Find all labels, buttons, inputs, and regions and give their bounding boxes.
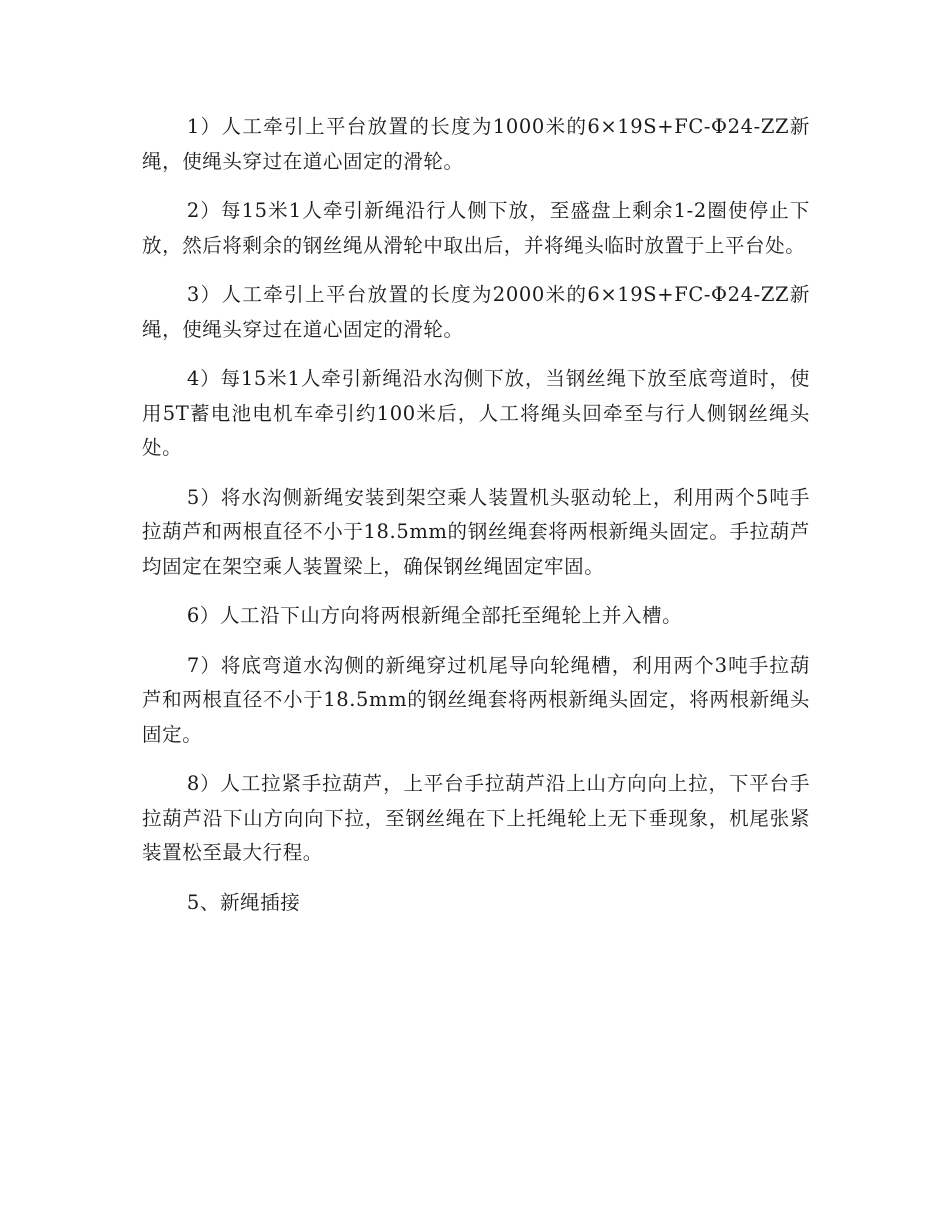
document-body — [142, 110, 810, 935]
paragraph-step-6: 6）人工沿下山方向将两根新绳全部托至绳轮上并入槽。 — [186, 604, 683, 627]
paragraph-step-5: 5）将水沟侧新绳安装到架空乘人装置机头驱动轮上，利用两个5吨手拉葫芦和两根直径不小于18.5mm的钢丝绳套将两根新绳头固定。手拉葫芦均固定在架空乘人装置梁上，确保钢丝绳固定牢固。 — [142, 485, 810, 578]
paragraph-step-1: 1）人工牵引上平台放置的长度为1000米的6×19S+FC-Φ24-ZZ新绳，使绳头穿过在道心固定的滑轮。 — [142, 115, 810, 173]
section-heading-new-rope-splicing: 5、新绳插接 — [186, 890, 301, 914]
paragraph-step-7: 7）将底弯道水沟侧的新绳穿过机尾导向轮绳槽，利用两个3吨手拉葫芦和两根直径不小于18.5mm的钢丝绳套将两根新绳头固定，将两根新绳头固定。 — [142, 653, 810, 746]
paragraph-step-4: 4）每15米1人牵引新绳沿水沟侧下放，当钢丝绳下放至底弯道时，使用5T蓄电池电机车牵引约100米后，人工将绳头回牵至与行人侧钢丝绳头处。 — [142, 367, 810, 459]
paragraph-step-8: 8）人工拉紧手拉葫芦，上平台手拉葫芦沿上山方向向上拉，下平台手拉葫芦沿下山方向向下拉，至钢丝绳在下上托绳轮上无下垂现象，机尾张紧装置松至最大行程。 — [142, 772, 810, 864]
paragraph-step-3: 3）人工牵引上平台放置的长度为2000米的6×19S+FC-Φ24-ZZ新绳，使绳头穿过在道心固定的滑轮。 — [142, 283, 810, 341]
paragraph-step-2: 2）每15米1人牵引新绳沿行人侧下放，至盛盘上剩余1-2圈使停止下放，然后将剩余的钢丝绳从滑轮中取出后，并将绳头临时放置于上平台处。 — [142, 199, 810, 257]
